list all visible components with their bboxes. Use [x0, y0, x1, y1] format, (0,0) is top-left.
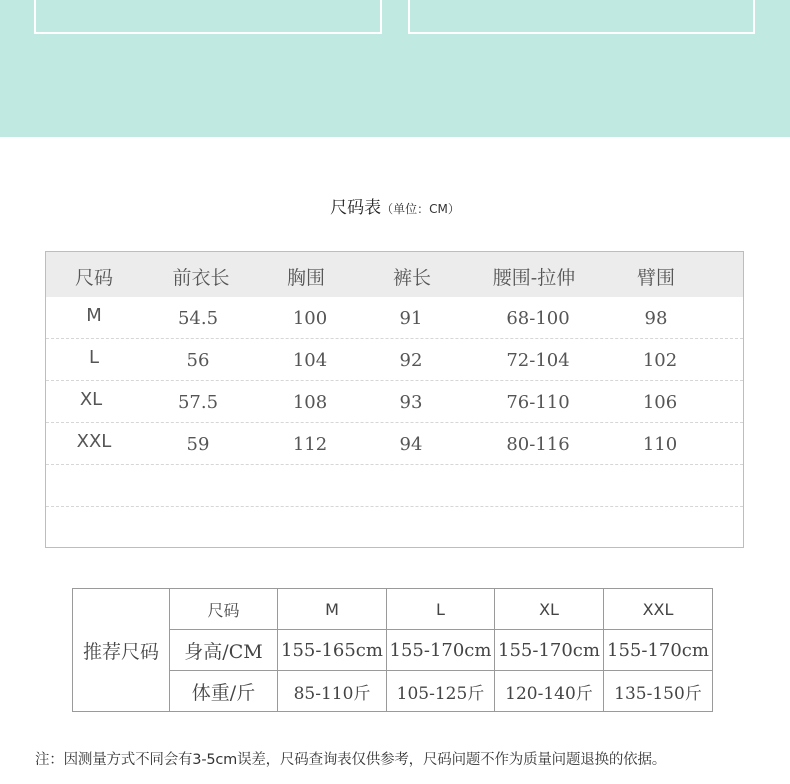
cell-waist: 76-110	[506, 392, 570, 413]
cell-pants-length: 94	[399, 434, 423, 455]
size-xxl: XXL	[604, 589, 713, 630]
weight-xl: 120-140斤	[495, 671, 604, 712]
cell-arm: 102	[642, 350, 678, 371]
cell-chest: 104	[292, 350, 328, 371]
table-row	[46, 423, 743, 465]
cell-pants-length: 91	[399, 308, 423, 329]
cell-size: L	[88, 347, 100, 368]
banner-frame-left	[34, 0, 382, 34]
table-row-empty	[46, 507, 743, 549]
table-row	[46, 381, 743, 423]
size-m: M	[278, 589, 387, 630]
recommend-size-row	[73, 589, 713, 630]
header-waist: 腰围-拉伸	[492, 267, 576, 289]
cell-chest: 108	[292, 392, 328, 413]
cell-pants-length: 93	[399, 392, 423, 413]
cell-chest: 112	[292, 434, 328, 455]
height-l: 155-170cm	[387, 630, 495, 671]
cell-arm: 106	[642, 392, 678, 413]
height-xxl: 155-170cm	[604, 630, 713, 671]
height-label: 身高/CM	[170, 630, 278, 671]
measurement-note: 注：因测量方式不同会有3-5cm误差，尺码查询表仅供参考，尺码问题不作为质量问题退换的依据。	[35, 752, 667, 768]
cell-pants-length: 92	[399, 350, 423, 371]
header-pants-length: 裤长	[392, 267, 432, 289]
banner-frame-right	[408, 0, 755, 34]
cell-chest: 100	[292, 308, 328, 329]
title-unit: （单位：CM）	[381, 202, 460, 216]
size-xl: XL	[495, 589, 604, 630]
weight-label: 体重/斤	[170, 671, 278, 712]
cell-size: XL	[79, 389, 103, 410]
size-table-header	[46, 252, 743, 297]
size-chart-title	[0, 193, 790, 218]
weight-m: 85-110斤	[278, 671, 387, 712]
table-row	[46, 339, 743, 381]
height-xl: 155-170cm	[495, 630, 604, 671]
top-banner	[0, 0, 790, 137]
size-table	[45, 251, 744, 548]
table-row-empty	[46, 465, 743, 507]
cell-size: M	[86, 305, 102, 326]
title-main: 尺码表	[330, 198, 382, 218]
recommend-table	[72, 588, 713, 712]
weight-xxl: 135-150斤	[604, 671, 713, 712]
header-front-length: 前衣长	[172, 267, 230, 289]
height-m: 155-165cm	[278, 630, 387, 671]
cell-arm: 98	[644, 308, 668, 329]
size-header-label: 尺码	[170, 589, 278, 630]
cell-front-length: 54.5	[177, 308, 219, 329]
cell-front-length: 56	[186, 350, 210, 371]
cell-waist: 72-104	[506, 350, 570, 371]
cell-waist: 80-116	[506, 434, 570, 455]
header-arm: 臂围	[636, 267, 676, 289]
header-size: 尺码	[74, 267, 114, 289]
recommend-label: 推荐尺码	[73, 589, 170, 712]
cell-arm: 110	[642, 434, 678, 455]
cell-waist: 68-100	[506, 308, 570, 329]
cell-front-length: 59	[186, 434, 210, 455]
table-row	[46, 297, 743, 339]
weight-l: 105-125斤	[387, 671, 495, 712]
cell-size: XXL	[76, 431, 112, 452]
size-l: L	[387, 589, 495, 630]
cell-front-length: 57.5	[177, 392, 219, 413]
header-chest: 胸围	[286, 267, 326, 289]
